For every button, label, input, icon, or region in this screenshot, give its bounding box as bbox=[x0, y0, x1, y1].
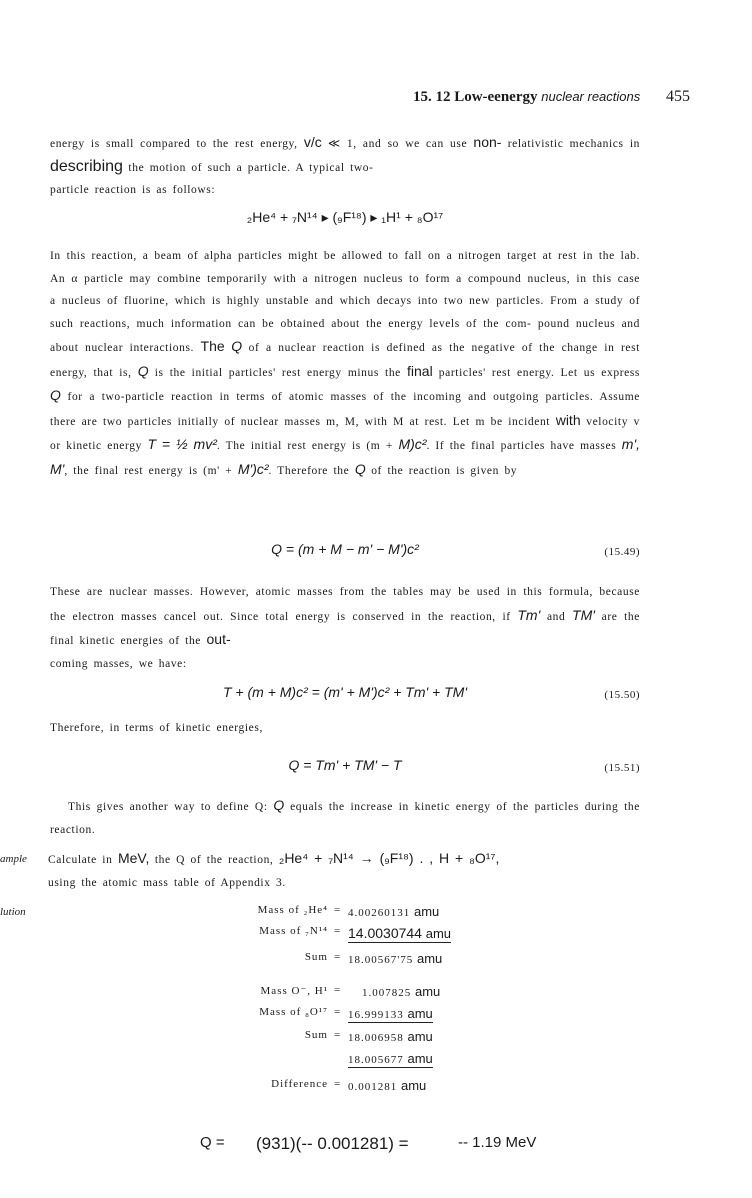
text: Q bbox=[354, 460, 366, 477]
text: in this formula, because the electron masses cancel out. Since total energy is bbox=[50, 586, 640, 623]
text: M)c² bbox=[398, 436, 427, 452]
equation-expression: T + (m + M)c² = (m' + M')c² + Tm' + TM' bbox=[222, 684, 468, 700]
text: the Q of the reaction, bbox=[154, 854, 274, 866]
text: of a nuclear reaction is bbox=[248, 342, 381, 354]
example-label: ample bbox=[0, 853, 27, 865]
equals-sign: = bbox=[334, 925, 342, 937]
section-number: 15. 12 Low-eenergy bbox=[412, 89, 538, 105]
text: velocity v or kinetic energy bbox=[50, 415, 641, 452]
section-title: nuclear reactions bbox=[541, 89, 641, 104]
unit: amu bbox=[425, 926, 452, 941]
text: M at rest. Let m be incident bbox=[393, 415, 551, 428]
equation-expression: Q = (m + M − m' − M')c² bbox=[271, 541, 419, 557]
text: and bbox=[546, 610, 566, 623]
reaction-equation: ₂He⁴ + ₇N¹⁴ ▸ (₉F¹⁸) ▸ ₁H¹ + ₈O¹⁷ bbox=[246, 209, 444, 225]
paragraph-intro bbox=[50, 131, 640, 202]
equation-15-49 bbox=[50, 541, 640, 557]
calc-value: 4.00260131 bbox=[348, 907, 411, 919]
text: energy is small compared to the rest energy, bbox=[50, 138, 298, 150]
text: v/c bbox=[303, 134, 322, 150]
text: MeV, bbox=[117, 850, 150, 866]
equation-number: (15.51) bbox=[604, 762, 640, 774]
solution-label: lution bbox=[0, 906, 26, 918]
page-number: 455 bbox=[666, 88, 690, 105]
calc-value: 18.006958 bbox=[348, 1032, 404, 1044]
paragraph-q-meaning bbox=[50, 794, 640, 841]
calc-label: Difference bbox=[271, 1078, 328, 1090]
equation-15-50 bbox=[50, 684, 640, 700]
calc-value: 14.0030744 bbox=[348, 925, 422, 941]
text: final bbox=[407, 362, 433, 379]
equals-sign: = bbox=[334, 1006, 342, 1018]
calc-label: Sum bbox=[304, 951, 328, 963]
unit: amu bbox=[407, 1051, 433, 1066]
text: m', M' bbox=[50, 436, 641, 477]
text: ₂He⁴ + ₇N¹⁴ → (₉F¹⁸) . , H + ₈O¹⁷, bbox=[278, 850, 500, 866]
unit: amu bbox=[415, 984, 441, 999]
calc-label: Mass of ₂He⁴ bbox=[257, 904, 328, 916]
text: ≪ 1, and so we can use bbox=[328, 138, 468, 150]
paragraph-atomic-masses bbox=[50, 581, 640, 675]
text: highly unstable and which decays into two new particles. From a study of such bbox=[50, 295, 641, 330]
text: Tm' bbox=[517, 606, 541, 623]
text: the motion of such a particle. A typical two- bbox=[128, 161, 374, 174]
text: two-particle reaction in terms of atomic masses of the incoming and outgoing bbox=[101, 391, 539, 403]
calc-value: 1.007825 bbox=[362, 987, 412, 999]
equals-sign: = bbox=[334, 904, 342, 916]
calc-label: Sum bbox=[304, 1029, 328, 1041]
equation-number: (15.50) bbox=[604, 689, 640, 701]
text: particle reaction is as follows: bbox=[50, 184, 216, 196]
text: out- bbox=[206, 631, 231, 647]
calc-label: Mass of ₇N¹⁴ bbox=[259, 925, 328, 937]
text: In this reaction, a beam of alpha particles might be allowed to fall on a nitrogen bbox=[50, 250, 502, 262]
text: reactions, much information can be obtained about the energy levels of the com- bbox=[79, 317, 532, 330]
text: M')c² bbox=[237, 460, 269, 477]
text: are the final kinetic energies of the bbox=[50, 610, 640, 647]
text: Q bbox=[273, 797, 285, 813]
text: particles. Assume there are two particles initially of nuclear masses m, M, with bbox=[50, 391, 640, 428]
text: non- bbox=[473, 134, 502, 150]
text: with bbox=[555, 411, 581, 428]
text: The bbox=[200, 338, 225, 354]
text: particles' rest energy. Let us express bbox=[438, 366, 640, 379]
text: Q bbox=[231, 338, 243, 354]
example-problem bbox=[48, 847, 668, 894]
text: describing bbox=[50, 157, 123, 175]
text: , the bbox=[64, 464, 90, 477]
equation-expression: Q = Tm' + TM' − T bbox=[288, 757, 402, 773]
text: the particles during the reaction. bbox=[50, 801, 640, 836]
final-calculation: (931)(-- 0.001281) = bbox=[256, 1134, 409, 1153]
calc-value: 18.00567'75 bbox=[348, 954, 414, 966]
text: particles' rest energy minus the bbox=[228, 366, 401, 379]
text: for a bbox=[67, 391, 96, 403]
text: target at rest in the lab. An α particle may combine temporarily with a nitrogen bbox=[50, 250, 640, 285]
equals-sign: = bbox=[334, 1078, 342, 1090]
text: . Therefore the bbox=[268, 464, 350, 477]
text: nucleus to form a compound nucleus, in this case a nucleus of fluorine, which is bbox=[50, 272, 640, 307]
unit: amu bbox=[401, 1078, 427, 1093]
equation-number: (15.49) bbox=[604, 546, 640, 558]
calc-value: 16.999133 bbox=[348, 1009, 404, 1021]
text: . The bbox=[216, 440, 246, 452]
equals-sign: = bbox=[334, 984, 342, 996]
text: defined as the negative of the change in rest energy, that is, bbox=[50, 342, 640, 379]
unit: amu bbox=[414, 904, 440, 919]
text: . If the final particles have masses bbox=[426, 440, 617, 452]
text: coming masses, we have: bbox=[50, 657, 187, 670]
equals-sign: = bbox=[334, 951, 342, 963]
text: relativistic mechanics in bbox=[507, 138, 640, 150]
text: pound nucleus and about nuclear interactions. bbox=[50, 317, 640, 354]
paragraph-q-definition bbox=[50, 245, 640, 482]
paragraph-kinetic: Therefore, in terms of kinetic energies, bbox=[50, 722, 263, 734]
calc-value: 0.001281 bbox=[348, 1081, 398, 1093]
unit: amu bbox=[407, 1006, 433, 1021]
equation-15-51 bbox=[50, 757, 640, 773]
text: final rest energy is (m' + bbox=[94, 464, 233, 477]
equals-sign: = bbox=[334, 1029, 342, 1041]
text: Calculate in bbox=[48, 854, 113, 866]
text: initial rest energy is (m + bbox=[250, 440, 393, 452]
text: This gives another way to define Q: bbox=[68, 801, 268, 813]
calc-label: Mass O⁻, H¹ bbox=[260, 985, 328, 997]
unit: amu bbox=[407, 1029, 433, 1044]
running-header bbox=[0, 88, 690, 106]
text: is the initial bbox=[154, 366, 223, 379]
final-answer: -- 1.19 MeV bbox=[458, 1134, 537, 1151]
final-q-label: Q = bbox=[200, 1134, 225, 1151]
text: conserved in the reaction, if bbox=[352, 610, 511, 623]
unit: amu bbox=[416, 951, 443, 966]
text: of the reaction is given by bbox=[371, 464, 518, 477]
text: TM' bbox=[572, 606, 595, 623]
calc-value: 18.005677 bbox=[348, 1054, 404, 1066]
text: T = ½ mv² bbox=[147, 436, 217, 452]
text: using the atomic mass table of Appendix 3. bbox=[48, 876, 286, 889]
text: equals the increase in kinetic energy of bbox=[290, 801, 508, 813]
text: These are nuclear masses. However, atomic masses from the tables may be used bbox=[50, 586, 501, 598]
calc-label: Mass of ₈O¹⁷ bbox=[259, 1006, 328, 1018]
text: Q bbox=[50, 387, 61, 403]
text: Q bbox=[137, 362, 149, 379]
